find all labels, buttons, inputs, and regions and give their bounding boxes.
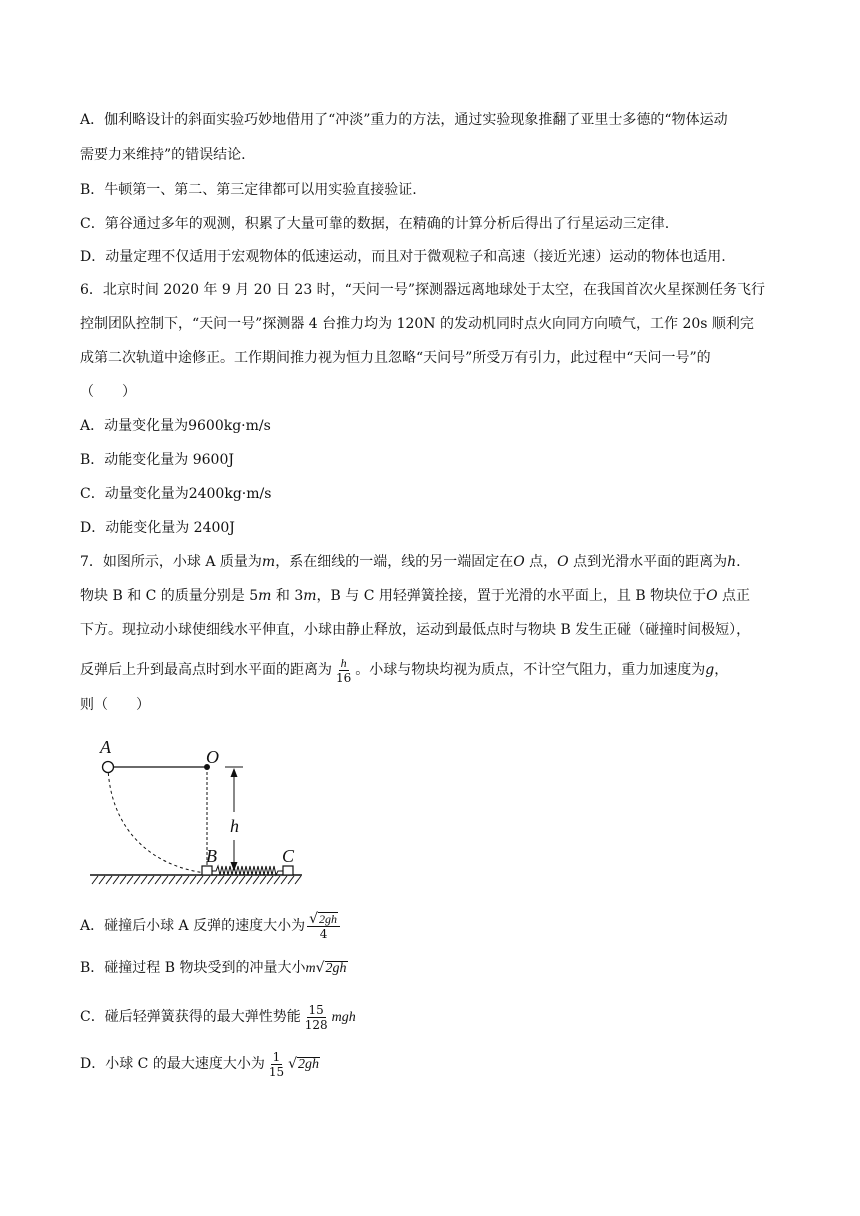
- q7-stem-line3: 下方。现拉动小球使细线水平伸直，小球由静止释放，运动到最低点时与物块 B 发生正碰（碰撞时间极短），: [80, 622, 751, 638]
- q7-stem-line4: 反弹后上升到最高点时到水平面的距离为 $\frac{h}{16}$ 。小球与物块均视为质点，不计空气阻力，重力加速度为g，: [80, 655, 729, 685]
- q6-option-b: B．动能变化量为 9600J: [80, 452, 234, 468]
- ground-hatching: [92, 876, 301, 884]
- fraction-h-over-16: $\frac{h}{16}$: [336, 655, 352, 685]
- fraction-sqrt2gh-over-4: √ 2gh 4: [307, 912, 340, 941]
- fraction-1-over-15: $\frac{1}{15}$: [268, 1049, 285, 1079]
- fraction-15-over-128: $\frac{15}{128}$: [304, 1002, 328, 1032]
- q5-option-d: D．动量定理不仅适用于宏观物体的低速运动，而且对于微观粒子和高速（接近光速）运动的物体也适用.: [80, 249, 726, 265]
- q7-stem-line5: 则（ ）: [80, 697, 150, 713]
- label-b: B: [206, 846, 217, 866]
- q6-option-a: A．动量变化量为9600kg·m/s: [80, 418, 271, 434]
- q7-option-b: B．碰撞过程 B 物块受到的冲量大小m √ 2gh: [80, 960, 347, 976]
- q5-option-a-line2: 需要力来维持”的错误结论.: [80, 147, 246, 163]
- q6-stem-line3: 成第二次轨道中途修正。工作期间推力视为恒力且忽略“天问号”所受万有引力，此过程中“天问一号”的: [80, 350, 711, 366]
- q6-stem-line1: 6．北京时间 2020 年 9 月 20 日 23 时，“天问一号”探测器远离地球处于太空，在我国首次火星探测任务飞行: [80, 282, 765, 298]
- label-h: h: [230, 816, 239, 836]
- block-b-icon: [202, 866, 212, 875]
- q5-option-c: C．第谷通过多年的观测，积累了大量可靠的数据，在精确的计算分析后得出了行星运动三定律.: [80, 216, 670, 232]
- q7-option-c: C．碰后轻弹簧获得的最大弹性势能 $\frac{15}{128}$ mgh: [80, 1002, 356, 1032]
- pendulum-collision-figure: [88, 736, 308, 888]
- block-c-icon: [283, 866, 293, 875]
- label-a: A: [100, 737, 111, 757]
- label-c: C: [282, 846, 295, 866]
- q7-option-a: A．碰撞后小球 A 反弹的速度大小为 √ 2gh 4: [80, 907, 780, 945]
- q7-stem-line1: 7．如图所示，小球 A 质量为m，系在细线的一端，线的另一端固定在O 点，O 点到光滑水平面的距离为h.: [80, 554, 741, 570]
- q6-answer-paren: （ ）: [80, 384, 136, 400]
- q6-stem-line2: 控制团队控制下，“天问一号”探测器 4 台推力均为 120N 的发动机同时点火向同方向喷气，工作 20s 顺利完: [80, 316, 754, 332]
- q6-option-d: D．动能变化量为 2400J: [80, 520, 235, 536]
- q7-stem-line2: 物块 B 和 C 的质量分别是 5m 和 3m，B 与 C 用轻弹簧拴接，置于光滑的水平面上，且 B 物块位于O 点正: [80, 588, 751, 604]
- swing-arc-path: [108, 767, 206, 873]
- h-arrowhead-up-icon: [231, 768, 238, 777]
- label-o: O: [206, 747, 219, 767]
- sqrt-2gh: √ 2gh: [288, 1056, 320, 1072]
- q5-option-b: B．牛顿第一、第二、第三定律都可以用实验直接验证.: [80, 182, 417, 198]
- ball-a-icon: [103, 762, 114, 773]
- q5-option-a-line1: A．伽利略设计的斜面实验巧妙地借用了“冲淡”重力的方法，通过实验现象推翻了亚里士多德的“物体运动: [80, 112, 728, 128]
- spring-icon: [212, 866, 283, 875]
- q7-option-d: D．小球 C 的最大速度大小为 $\frac{1}{15}$ √ 2gh: [80, 1049, 320, 1079]
- q6-option-c: C．动量变化量为2400kg·m/s: [80, 486, 272, 502]
- sqrt-2gh: √ 2gh: [315, 960, 347, 976]
